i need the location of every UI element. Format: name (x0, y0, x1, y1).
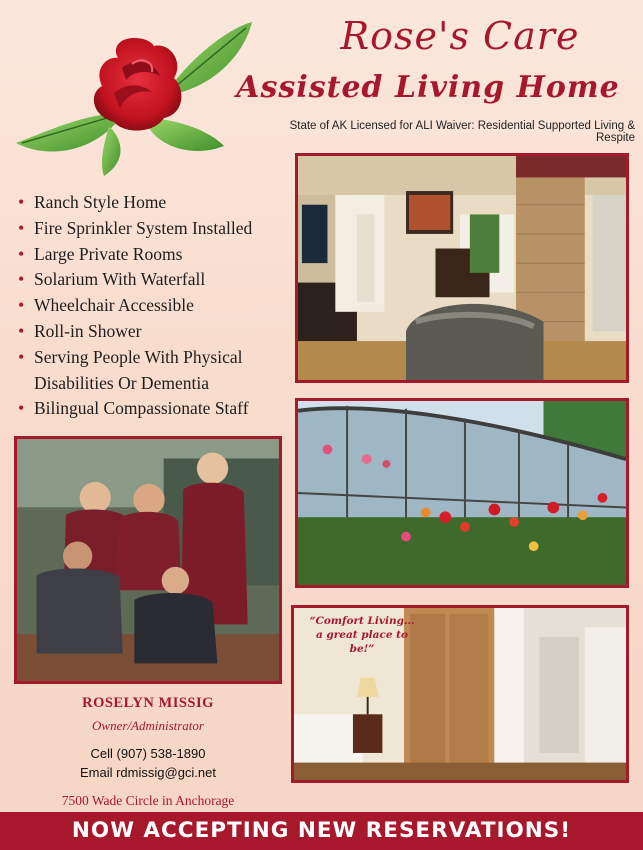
feature-list (18, 190, 288, 422)
feature-item: • Large Private Rooms (18, 242, 288, 268)
feature-item: • Solarium With Waterfall (18, 267, 288, 293)
quote-line: “Comfort Living… (309, 615, 415, 627)
business-name-script: Rose's Care (340, 14, 580, 58)
rose-logo (14, 18, 254, 178)
business-name-main: Assisted Living Home (236, 70, 620, 105)
street-address: 7500 Wade Circle in Anchorage (61, 793, 235, 808)
living-room-photo (295, 153, 629, 383)
staff-residents-photo (14, 436, 282, 684)
feature-item: • Ranch Style Home (18, 190, 288, 216)
license-statement: State of AK Licensed for ALI Waiver: Residential Supported Living & Respite (289, 120, 635, 144)
reservations-banner: NOW ACCEPTING NEW RESERVATIONS! (0, 812, 643, 850)
owner-name: ROSELYN MISSIG (82, 695, 214, 711)
feature-item: • Fire Sprinkler System Installed (18, 216, 288, 242)
feature-item: • Serving People With Physical Disabilities Or Dementia (18, 345, 288, 397)
quote-text (302, 614, 422, 656)
solarium-photo (295, 398, 629, 588)
contact-block (14, 695, 282, 809)
owner-title: Owner/Administrator (92, 718, 204, 733)
feature-item: • Roll-in Shower (18, 319, 288, 345)
cell-phone: Cell (907) 538-1890 (90, 746, 206, 761)
quote-line: a great place to be!” (315, 629, 409, 655)
feature-item: • Bilingual Compassionate Staff (18, 396, 288, 422)
feature-item: • Wheelchair Accessible (18, 293, 288, 319)
email-address: Email rdmissig@gci.net (79, 765, 216, 780)
bedroom-bathroom-photo (291, 605, 629, 783)
